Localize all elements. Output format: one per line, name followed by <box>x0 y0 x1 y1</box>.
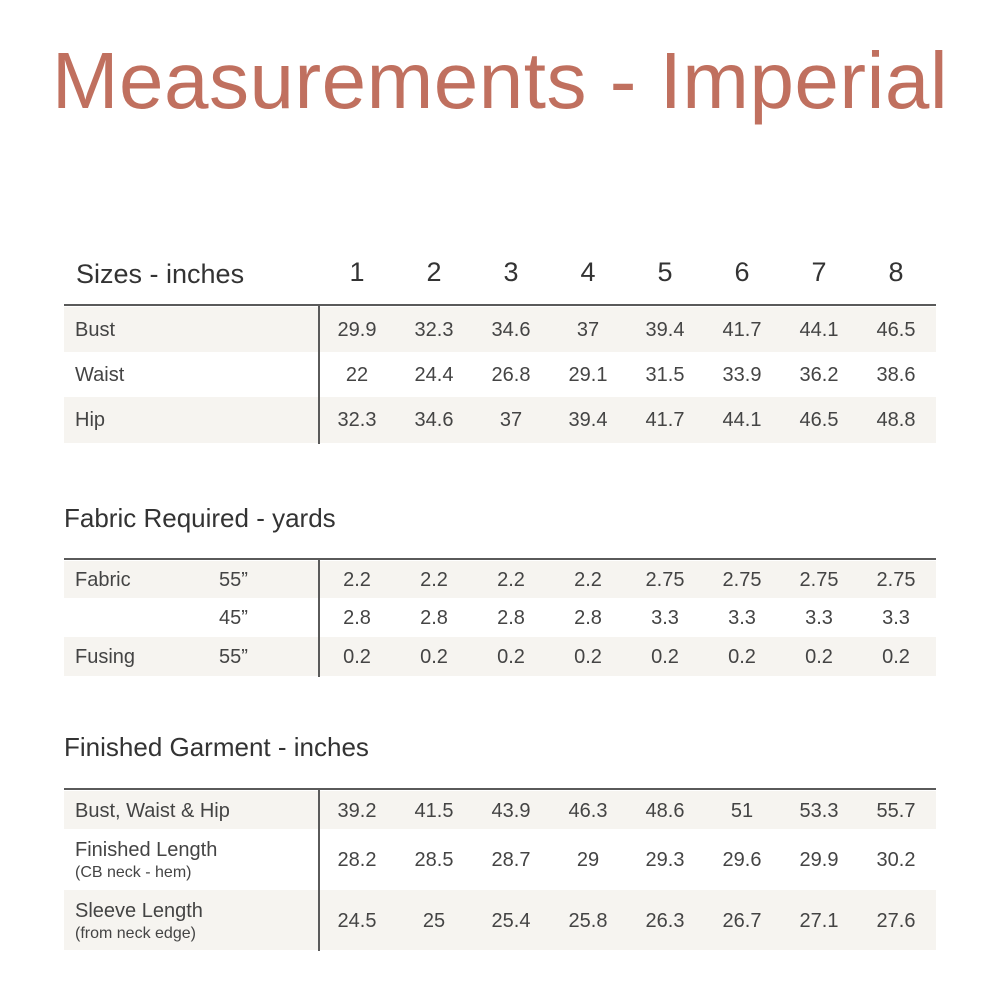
table-cell: 44.1 <box>799 319 839 341</box>
size-column-5: 5 <box>657 257 673 287</box>
table-cell: 44.1 <box>722 409 762 431</box>
table-cell: 41.7 <box>722 319 762 341</box>
table-cell: 2.8 <box>420 607 448 629</box>
fabric-section-title: Fabric Required - yards <box>64 503 336 533</box>
table-cell: 36.2 <box>799 364 839 386</box>
table-cell: 0.2 <box>651 646 679 668</box>
table-cell: 46.5 <box>799 409 839 431</box>
table-cell: 37 <box>499 409 523 431</box>
table-cell: 2.2 <box>497 569 525 591</box>
row-label: Fusing <box>75 646 136 668</box>
table-cell: 46.5 <box>876 319 916 341</box>
table-cell: 28.2 <box>337 849 377 871</box>
table-cell: 31.5 <box>645 364 685 386</box>
table-cell: 2.8 <box>497 607 525 629</box>
row-label: Bust, Waist & Hip <box>75 800 230 822</box>
size-column-3: 3 <box>503 257 519 287</box>
row-label <box>75 839 217 882</box>
row-label: Fabric <box>75 569 131 591</box>
table-cell: 3.3 <box>882 607 910 629</box>
table-cell: 0.2 <box>882 646 910 668</box>
table-cell: 0.2 <box>420 646 448 668</box>
table-cell: 34.6 <box>491 319 531 341</box>
table-cell: 43.9 <box>491 800 531 822</box>
table-cell: 53.3 <box>799 800 839 822</box>
sizes-header-label: Sizes - inches <box>76 259 245 289</box>
table-cell: 2.75 <box>645 569 685 591</box>
table-cell: 29.6 <box>722 849 762 871</box>
size-column-8: 8 <box>888 257 904 287</box>
size-column-7: 7 <box>811 257 827 287</box>
fabric-row <box>64 561 936 598</box>
table-cell: 27.1 <box>799 910 839 932</box>
table-cell: 28.7 <box>491 849 531 871</box>
table-cell: 2.75 <box>722 569 762 591</box>
fabric-width-label: 55” <box>219 646 248 668</box>
table-cell: 32.3 <box>337 409 377 431</box>
table-cell: 26.3 <box>645 910 685 932</box>
table-cell: 2.75 <box>799 569 839 591</box>
table-cell: 30.2 <box>876 849 916 871</box>
table-cell: 0.2 <box>343 646 371 668</box>
table-cell: 22 <box>345 364 369 386</box>
table-cell: 24.4 <box>414 364 454 386</box>
table-cell: 29 <box>576 849 600 871</box>
row-label: Bust <box>75 319 116 341</box>
table-cell: 27.6 <box>876 910 916 932</box>
table-cell: 26.7 <box>722 910 762 932</box>
table-cell: 34.6 <box>414 409 454 431</box>
table-cell: 38.6 <box>876 364 916 386</box>
row-label-note: (from neck edge) <box>75 925 196 942</box>
table-cell: 41.5 <box>414 800 454 822</box>
table-cell: 25.4 <box>491 910 531 932</box>
fabric-width-label: 45” <box>219 607 248 629</box>
table-cell: 3.3 <box>651 607 679 629</box>
finished-row <box>64 791 936 829</box>
size-column-4: 4 <box>580 257 596 287</box>
table-cell: 46.3 <box>568 800 608 822</box>
body-table-top-rule <box>64 304 936 306</box>
table-cell: 2.8 <box>574 607 602 629</box>
page-title: Measurements - Imperial <box>51 36 949 125</box>
table-cell: 3.3 <box>805 607 833 629</box>
table-cell: 28.5 <box>414 849 454 871</box>
table-cell: 29.9 <box>337 319 377 341</box>
table-cell: 55.7 <box>876 800 916 822</box>
size-column-2: 2 <box>426 257 442 287</box>
table-cell: 48.8 <box>876 409 916 431</box>
finished-row <box>64 829 936 890</box>
table-cell: 41.7 <box>645 409 685 431</box>
row-label-note: (CB neck - hem) <box>75 864 192 881</box>
table-cell: 2.8 <box>343 607 371 629</box>
fusing-row <box>64 637 936 676</box>
sizes-header <box>64 255 936 305</box>
table-cell: 51 <box>730 800 754 822</box>
table-cell: 37 <box>576 319 600 341</box>
table-cell: 2.2 <box>574 569 602 591</box>
body-row-bust <box>64 307 936 352</box>
table-cell: 3.3 <box>728 607 756 629</box>
row-label: Waist <box>75 364 125 386</box>
size-column-1: 1 <box>349 257 365 287</box>
size-column-6: 6 <box>734 257 750 287</box>
table-cell: 2.2 <box>343 569 371 591</box>
fabric-row <box>64 598 936 637</box>
row-label: Hip <box>75 409 106 431</box>
table-cell: 39.2 <box>337 800 377 822</box>
fabric-table-top-rule <box>64 558 936 560</box>
table-cell: 2.75 <box>876 569 916 591</box>
fabric-table-divider <box>318 560 320 677</box>
table-cell: 0.2 <box>574 646 602 668</box>
row-label <box>75 900 203 943</box>
finished-table-divider <box>318 790 320 951</box>
body-table-divider <box>318 306 320 444</box>
table-cell: 33.9 <box>722 364 762 386</box>
table-cell: 39.4 <box>568 409 608 431</box>
fabric-width-label: 55” <box>219 569 248 591</box>
table-cell: 0.2 <box>497 646 525 668</box>
table-cell: 29.1 <box>568 364 608 386</box>
table-cell: 0.2 <box>805 646 833 668</box>
finished-table-top-rule <box>64 788 936 790</box>
table-cell: 25 <box>422 910 446 932</box>
finished-row <box>64 890 936 950</box>
row-label-main: Finished Length <box>75 839 218 861</box>
table-cell: 24.5 <box>337 910 377 932</box>
body-row-waist <box>64 352 936 397</box>
table-cell: 29.9 <box>799 849 839 871</box>
body-row-hip <box>64 397 936 443</box>
table-cell: 25.8 <box>568 910 608 932</box>
table-cell: 32.3 <box>414 319 454 341</box>
table-cell: 29.3 <box>645 849 685 871</box>
table-cell: 0.2 <box>728 646 756 668</box>
table-cell: 26.8 <box>491 364 531 386</box>
row-label-main: Sleeve Length <box>75 900 203 922</box>
table-cell: 39.4 <box>645 319 685 341</box>
table-cell: 48.6 <box>645 800 685 822</box>
finished-section-title: Finished Garment - inches <box>64 732 369 762</box>
table-cell: 2.2 <box>420 569 448 591</box>
